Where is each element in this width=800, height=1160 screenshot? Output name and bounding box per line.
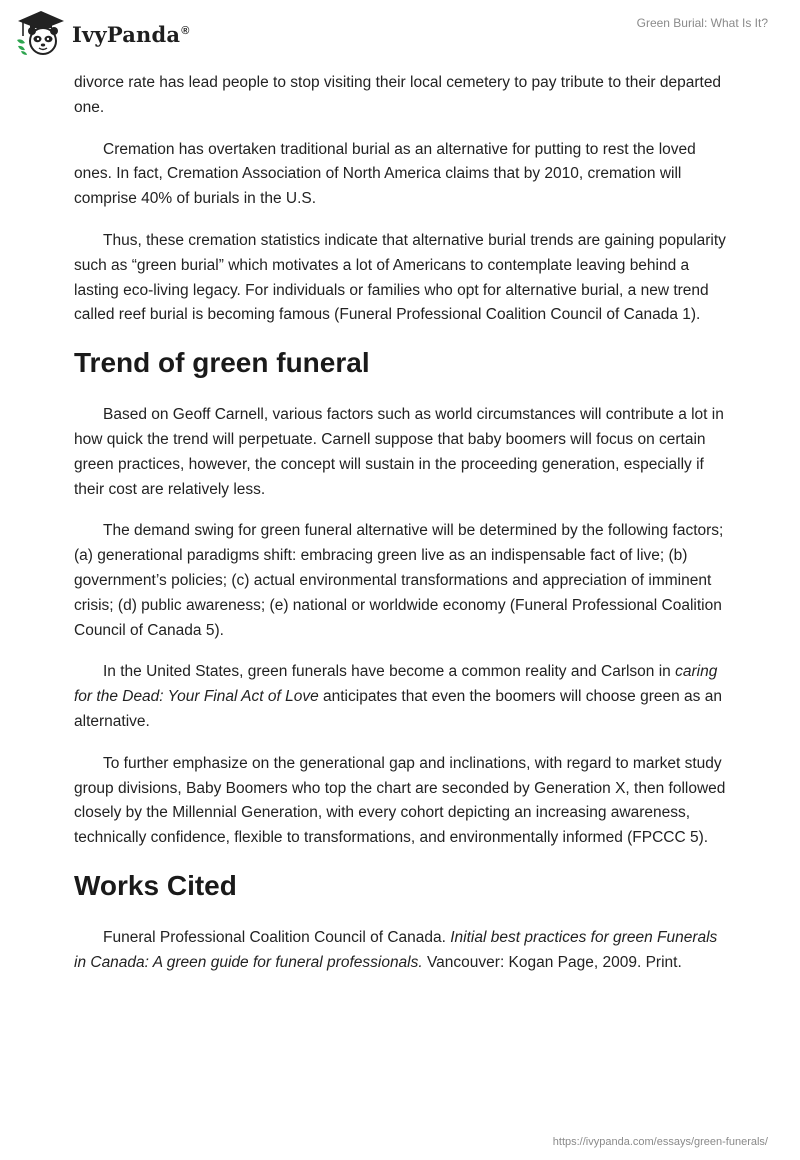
page-header: [0, 0, 800, 70]
works-cited-entry: Funeral Professional Coalition Council of Canada. Initial best practices for green Funerals in Canada: A green guide for funeral professionals. Vancouver: Kogan Page, 2009. Print.: [74, 928, 718, 971]
essay-content: [74, 71, 726, 993]
paragraph-carnell: Based on Geoff Carnell, various factors such as world circumstances will contribute a lot in how quick the trend will perpetuate. Carnell suppose that baby boomers will focus on certain green practices, however, the concept will sustain in the proceeding generation, especially if their cost are relatively less.: [74, 406, 724, 498]
brand-name: IvyPanda®: [72, 21, 190, 47]
source-url[interactable]: https://ivypanda.com/essays/green-funerals/: [552, 1136, 768, 1148]
ivypanda-logo[interactable]: [14, 8, 190, 58]
panda-graduation-cap-icon: [14, 8, 68, 58]
paragraph-cremation: Cremation has overtaken traditional burial as an alternative for putting to rest the loved ones. In fact, Cremation Association of North America claims that by 2010, cremation will comprise 40% of burials in the U.S.: [74, 140, 696, 208]
document-title: Green Burial: What Is It?: [636, 16, 768, 30]
paragraph-statistics: Thus, these cremation statistics indicate that alternative burial trends are gaining popularity such as “green burial” which motivates a lot of Americans to contemplate leaving behind a lasting eco-living legacy. For individuals or families who opt for alternative burial, a new trend called reef burial is becoming famous (Funeral Professional Coalition Council of Canada 1).: [74, 231, 726, 324]
paragraph-continued: divorce rate has lead people to stop visiting their local cemetery to pay tribute to their departed one.: [74, 74, 722, 116]
paragraph-demand-factors: The demand swing for green funeral alternative will be determined by the following factors; (a) generational paradigms shift: embracing green live as an indispensable fact of live; (b) government’s policies; (c) actual environmental transformations and appreciation of imminent crisis; (d) public awareness; (e) national or worldwide economy (Funeral Professional Coalition Council of Canada 5).: [74, 522, 724, 639]
paragraph-generational-gap: To further emphasize on the generational gap and inclinations, with regard to market study group divisions, Baby Boomers who top the chart are seconded by Generation X, then followed closely by the Millennial Generation, with every cohort depicting an increasing awareness, technically confidence, flexible to transformations, and environmentally informed (FPCCC 5).: [74, 754, 726, 847]
cited-work-title: Initial best practices for green Funerals in Canada: A green guide for funeral professionals.: [74, 928, 718, 971]
heading-works-cited: Works Cited: [74, 869, 237, 901]
book-title: caring for the Dead: Your Final Act of Love: [74, 663, 718, 706]
heading-trend-of-green-funeral: Trend of green funeral: [74, 347, 370, 379]
paragraph-united-states: In the United States, green funerals have become a common reality and Carlson in caring for the Dead: Your Final Act of Love anticipates that even the boomers will choose green as an alternative.: [74, 663, 722, 730]
